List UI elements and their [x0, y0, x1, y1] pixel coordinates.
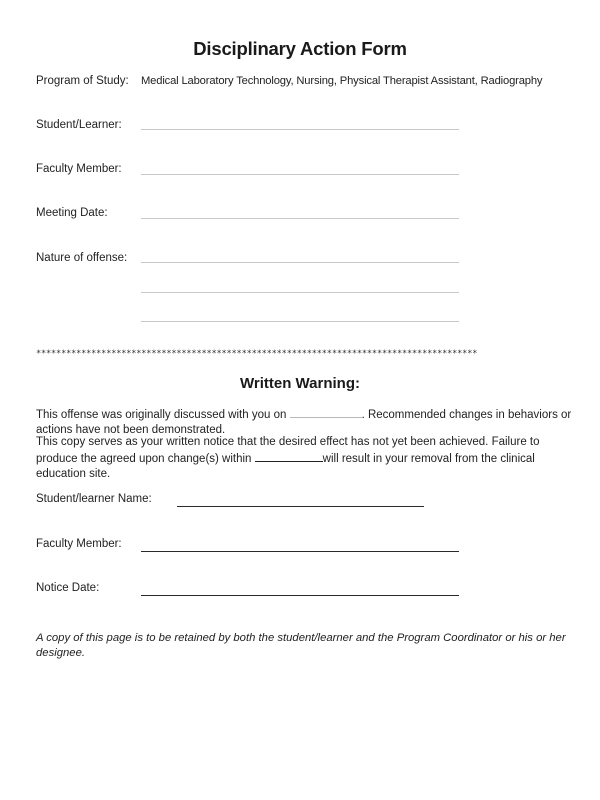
original-discussion-date-blank[interactable]	[290, 406, 362, 418]
nature-of-offense-field-line-2[interactable]	[141, 292, 459, 293]
warning-paragraph-2	[36, 435, 576, 482]
student-learner-field[interactable]	[141, 129, 459, 130]
meeting-date-label: Meeting Date:	[36, 207, 108, 219]
asterisk-separator: ****************************************************************************************	[36, 349, 478, 359]
nature-of-offense-field-line-3[interactable]	[141, 321, 459, 322]
warning-paragraph-2-text-a: This copy serves as your written notice that the desired effect has not yet been achieved. Failure to produce the agreed upon change(s) within	[36, 436, 540, 465]
notice-date-field[interactable]	[141, 595, 459, 596]
warning-faculty-member-label: Faculty Member:	[36, 538, 122, 550]
notice-date-label: Notice Date:	[36, 582, 100, 594]
program-of-study-value: Medical Laboratory Technology, Nursing, Physical Therapist Assistant, Radiography	[141, 75, 543, 87]
nature-of-offense-label: Nature of offense:	[36, 252, 128, 264]
student-learner-name-label: Student/learner Name:	[36, 493, 152, 505]
deadline-blank[interactable]	[255, 450, 323, 462]
nature-of-offense-field-line-1[interactable]	[141, 262, 459, 263]
faculty-member-label: Faculty Member:	[36, 163, 122, 175]
faculty-member-field[interactable]	[141, 174, 459, 175]
warning-paragraph-1-text-a: This offense was originally discussed with you on	[36, 409, 290, 421]
retention-footnote: A copy of this page is to be retained by both the student/learner and the Program Coordinator or his or her designee.	[36, 632, 566, 659]
warning-paragraph-1-text-b: . Recommended changes in behaviors or actions have not been demonstrated.	[36, 409, 572, 436]
program-of-study-label: Program of Study:	[36, 75, 129, 87]
meeting-date-field[interactable]	[141, 218, 459, 219]
student-learner-label: Student/Learner:	[36, 119, 122, 131]
warning-faculty-member-field[interactable]	[141, 551, 459, 552]
form-title: Disciplinary Action Form	[193, 38, 407, 59]
written-warning-title: Written Warning:	[240, 375, 360, 392]
warning-paragraph-1	[36, 406, 576, 438]
student-learner-name-field[interactable]	[177, 506, 424, 507]
warning-paragraph-2-text-b: will result in your removal from the clinical education site.	[36, 453, 535, 480]
